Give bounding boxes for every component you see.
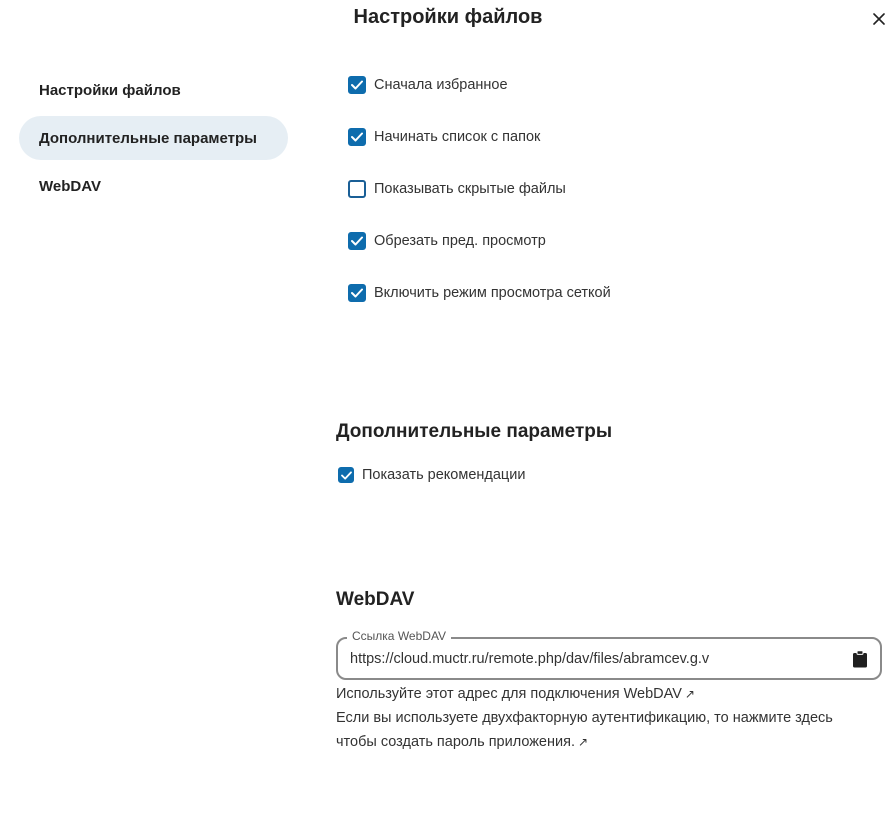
checkbox-checked-icon (348, 284, 366, 302)
checkbox-label: Сначала избранное (374, 77, 508, 93)
checkbox-label: Обрезать пред. просмотр (374, 233, 546, 249)
nav-item-label: Настройки файлов (39, 81, 181, 99)
twofa-hint-line2: чтобы создать пароль приложения. (336, 734, 575, 750)
webdav-help-link[interactable] (336, 686, 695, 702)
webdav-url-label: Ссылка WebDAV (347, 629, 451, 643)
nav-item-file-settings[interactable] (19, 68, 288, 112)
checkbox-label: Включить режим просмотра сеткой (374, 285, 611, 301)
webdav-section-heading: WebDAV (336, 589, 415, 610)
checkbox-checked-icon (348, 128, 366, 146)
checkbox-checked-icon (348, 232, 366, 250)
nav-item-label: Дополнительные параметры (39, 129, 257, 147)
twofa-hint-line1: Если вы используете двухфакторную аутентификацию, то нажмите здесь (336, 710, 833, 726)
copy-url-button[interactable] (850, 649, 870, 669)
webdav-help-link-text: Используйте этот адрес для подключения WebDAV (336, 686, 682, 702)
external-link-icon: ↗ (684, 687, 695, 701)
webdav-hint (336, 682, 695, 706)
settings-nav (19, 68, 288, 212)
twofa-hint-line2-wrap (336, 730, 588, 754)
create-app-password-link[interactable] (336, 734, 588, 750)
checkbox-label: Показывать скрытые файлы (374, 181, 566, 197)
grid-view-checkbox[interactable] (348, 284, 611, 302)
checkbox-label: Начинать список с папок (374, 129, 541, 145)
nav-item-webdav[interactable] (19, 164, 288, 208)
nav-item-advanced[interactable] (19, 116, 288, 160)
external-link-icon: ↗ (578, 735, 589, 749)
nav-item-label: WebDAV (39, 177, 101, 195)
close-button[interactable] (866, 6, 892, 32)
show-recommendations-checkbox[interactable] (338, 467, 525, 483)
checkbox-unchecked-icon (348, 180, 366, 198)
close-icon (873, 13, 885, 25)
dialog-title: Настройки файлов (353, 6, 543, 28)
folders-first-checkbox[interactable] (348, 128, 540, 146)
crop-preview-checkbox[interactable] (348, 232, 546, 250)
checkbox-label: Показать рекомендации (362, 467, 526, 483)
webdav-url-input[interactable]: https://cloud.muctr.ru/remote.php/dav/files/abramcev.g.v (350, 651, 710, 667)
checkbox-checked-icon (348, 76, 366, 94)
favorites-first-checkbox[interactable] (348, 76, 508, 94)
show-hidden-files-checkbox[interactable] (348, 180, 566, 198)
webdav-url-field[interactable] (336, 629, 882, 680)
advanced-section-heading: Дополнительные параметры (336, 421, 613, 442)
checkbox-checked-icon (338, 467, 354, 483)
clipboard-icon (852, 650, 868, 668)
